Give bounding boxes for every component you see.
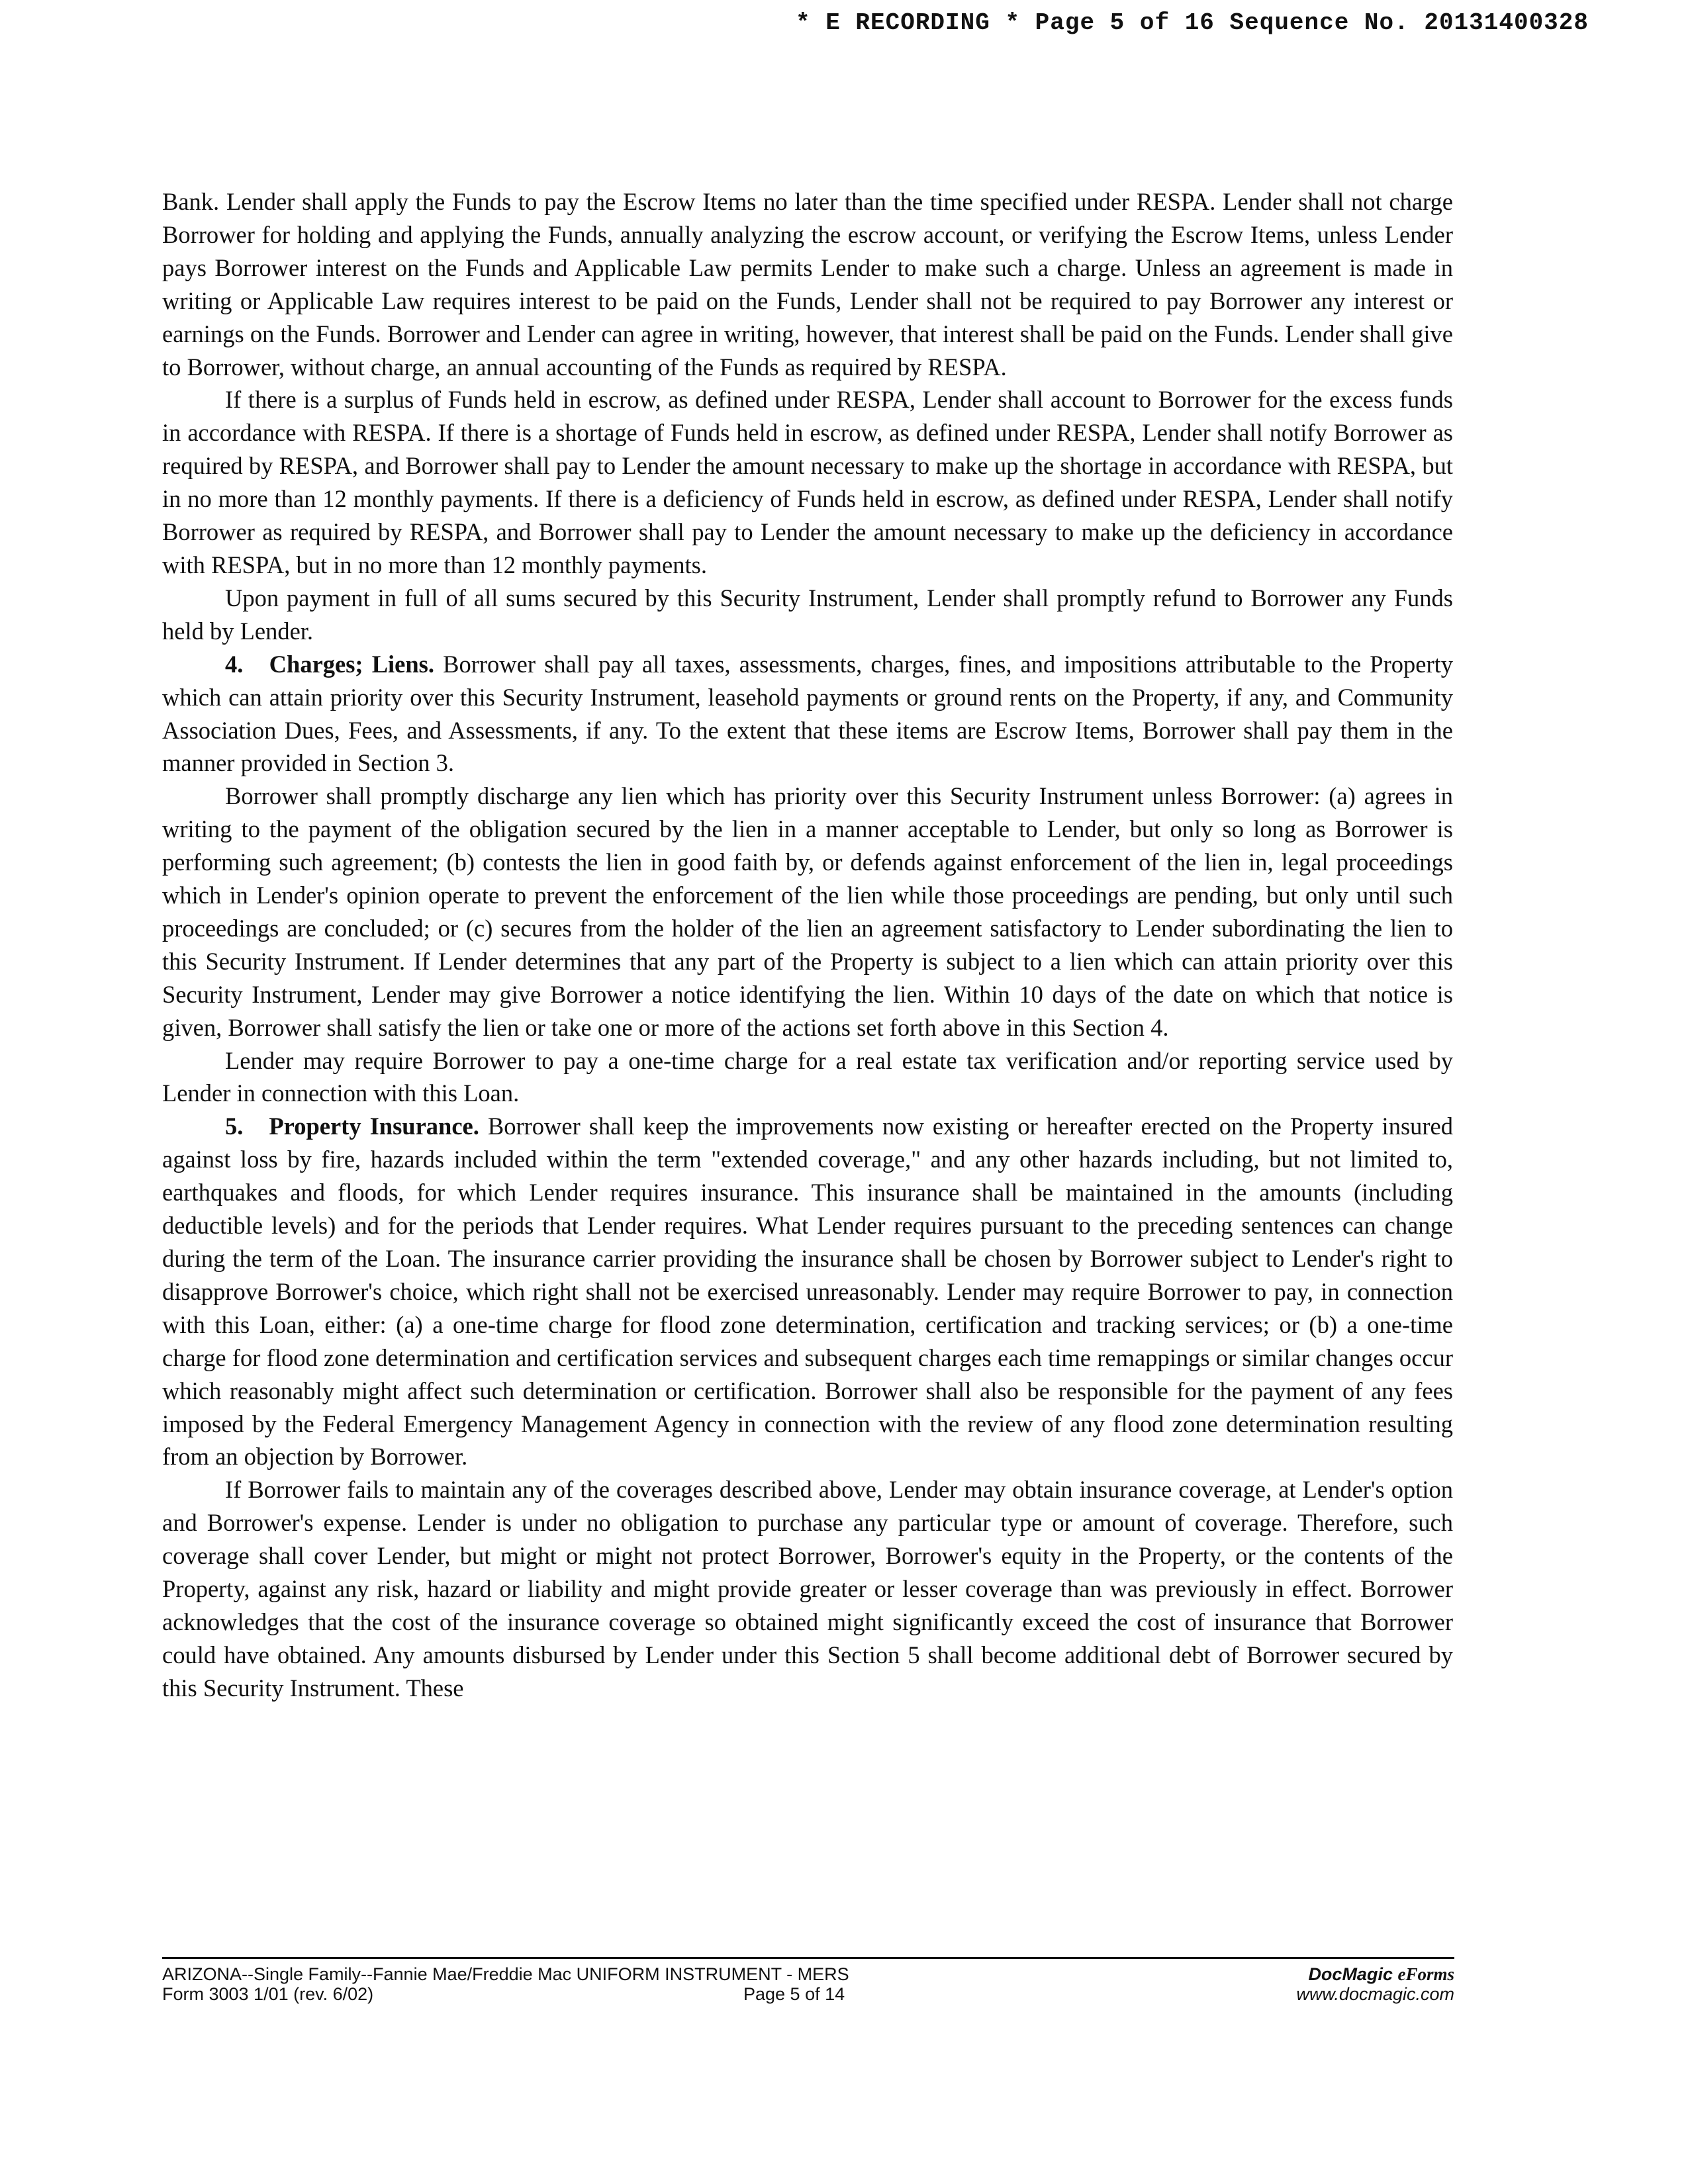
paragraph-tax-verification [162,1044,1453,1111]
recording-stamp: * E RECORDING * Page 5 of 16 Sequence No. 20131400328 [796,9,1589,36]
section-number: 5. [225,1113,244,1140]
footer-divider [162,1957,1454,1959]
paragraph-text: Lender may require Borrower to pay a one-time charge for a real estate tax verification and/or reporting service used by Lender in connection with this Loan. [162,1046,1453,1107]
page-number: Page 5 of 14 [743,1984,845,2004]
paragraph-text: Borrower shall keep the improvements now existing or hereafter erected on the Property insured against loss by fire, hazards included within the term "extended coverage," and any other hazards including, but not limited to, earthquakes and floods, for which Lender requires insurance. This insurance shall be maintained in the amounts (including deductible levels) and for the periods that Lender requires. What Lender requires pursuant to the preceding sentences can change during the term of the Loan. The insurance carrier providing the insurance shall be chosen by Borrower subject to Lender's right to disapprove Borrower's choice, which right shall not be exercised unreasonably. Lender may require Borrower to pay, in connection with this Loan, either: (a) a one-time charge for flood zone determination, certification and tracking services; or (b) a one-time charge for flood zone determination and certification services and subsequent charges each time remappings or similar changes occur which reasonably might affect such determination or certification. Borrower shall also be responsible for the payment of any fees imposed by the Federal Emergency Management Agency in connection with the review of any flood zone determination resulting from an objection by Borrower. [162,1113,1454,1471]
form-title: ARIZONA--Single Family--Fannie Mae/Freddie Mac UNIFORM INSTRUMENT - MERS [162,1964,849,1984]
form-number: Form 3003 1/01 (rev. 6/02) [162,1984,374,2004]
paragraph-discharge-lien [162,780,1453,1044]
brand-logo [1296,1964,1454,1984]
document-body [162,185,1453,1705]
paragraph-refund-on-payment [162,582,1453,648]
brand-suffix: eForms [1397,1964,1454,1984]
paragraph-lender-obtained-coverage [162,1473,1453,1704]
section-number: 4. [225,650,244,678]
brand-name: DocMagic [1308,1964,1393,1984]
paragraph-text: Borrower shall pay all taxes, assessments, charges, fines, and impositions attributable to the Property which can attain priority over this Security Instrument, leasehold payments or ground rents on the Property, if any, and Community Association Dues, Fees, and Assessments, if any. To the extent that these items are Escrow Items, Borrower shall pay them in the manner provided in Section 3. [162,650,1454,777]
section-4-charges-liens [162,648,1453,780]
paragraph-text: If there is a surplus of Funds held in escrow, as defined under RESPA, Lender shall account to Borrower for the excess funds in accordance with RESPA. If there is a shortage of Funds held in escrow, as defined under RESPA, Lender shall notify Borrower as required by RESPA, and Borrower shall pay to Lender the amount necessary to make up the shortage in accordance with RESPA, but in no more than 12 monthly payments. If there is a deficiency of Funds held in escrow, as defined under RESPA, Lender shall notify Borrower as required by RESPA, and Borrower shall pay to Lender the amount necessary to make up the deficiency in accordance with RESPA, but in no more than 12 monthly payments. [162,386,1453,578]
paragraph-text: Bank. Lender shall apply the Funds to pay the Escrow Items no later than the time specified under RESPA. Lender shall not charge Borrower for holding and applying the Funds, annually analyzing the escrow account, or verifying the Escrow Items, unless Lender pays Borrower interest on the Funds and Applicable Law permits Lender to make such a charge. Unless an agreement is made in writing or Applicable Law requires interest to be paid on the Funds, Lender shall not be required to pay Borrower any interest or earnings on the Funds. Borrower and Lender can agree in writing, however, that interest shall be paid on the Funds. Lender shall give to Borrower, without charge, an annual accounting of the Funds as required by RESPA. [162,188,1453,381]
section-title: Property Insurance. [269,1113,479,1140]
website-url: www.docmagic.com [1296,1984,1454,2004]
paragraph-escrow-surplus [162,383,1453,581]
paragraph-text: Upon payment in full of all sums secured by this Security Instrument, Lender shall promptly refund to Borrower any Funds held by Lender. [162,584,1453,645]
paragraph-text: Borrower shall promptly discharge any lien which has priority over this Security Instrument unless Borrower: (a) agrees in writing to the payment of the obligation secured by the lien in a manner acceptable to Lender, but only so long as Borrower is performing such agreement; (b) contests the lien in good faith by, or defends against enforcement of the lien in, legal proceedings which in Lender's opinion operate to prevent the enforcement of the lien while those proceedings are pending, but only until such proceedings are concluded; or (c) secures from the holder of the lien an agreement satisfactory to Lender subordinating the lien to this Security Instrument. If Lender determines that any part of the Property is subject to a lien which can attain priority over this Security Instrument, Lender may give Borrower a notice identifying the lien. Within 10 days of the date on which that notice is given, Borrower shall satisfy the lien or take one or more of the actions set forth above in this Section 4. [162,782,1453,1041]
paragraph-escrow-funds-continued [162,185,1453,383]
section-5-property-insurance [162,1110,1453,1473]
section-title: Charges; Liens. [269,650,435,678]
paragraph-text: If Borrower fails to maintain any of the coverages described above, Lender may obtain insurance coverage, at Lender's option and Borrower's expense. Lender is under no obligation to purchase any particular type or amount of coverage. Therefore, such coverage shall cover Lender, but might or might not protect Borrower, Borrower's equity in the Property, or the contents of the Property, against any risk, hazard or liability and might provide greater or lesser coverage than was previously in effect. Borrower acknowledges that the cost of the insurance coverage so obtained might significantly exceed the cost of insurance that Borrower could have obtained. Any amounts disbursed by Lender under this Section 5 shall become additional debt of Borrower secured by this Security Instrument. These [162,1476,1453,1702]
footer-brand [1296,1964,1454,2004]
